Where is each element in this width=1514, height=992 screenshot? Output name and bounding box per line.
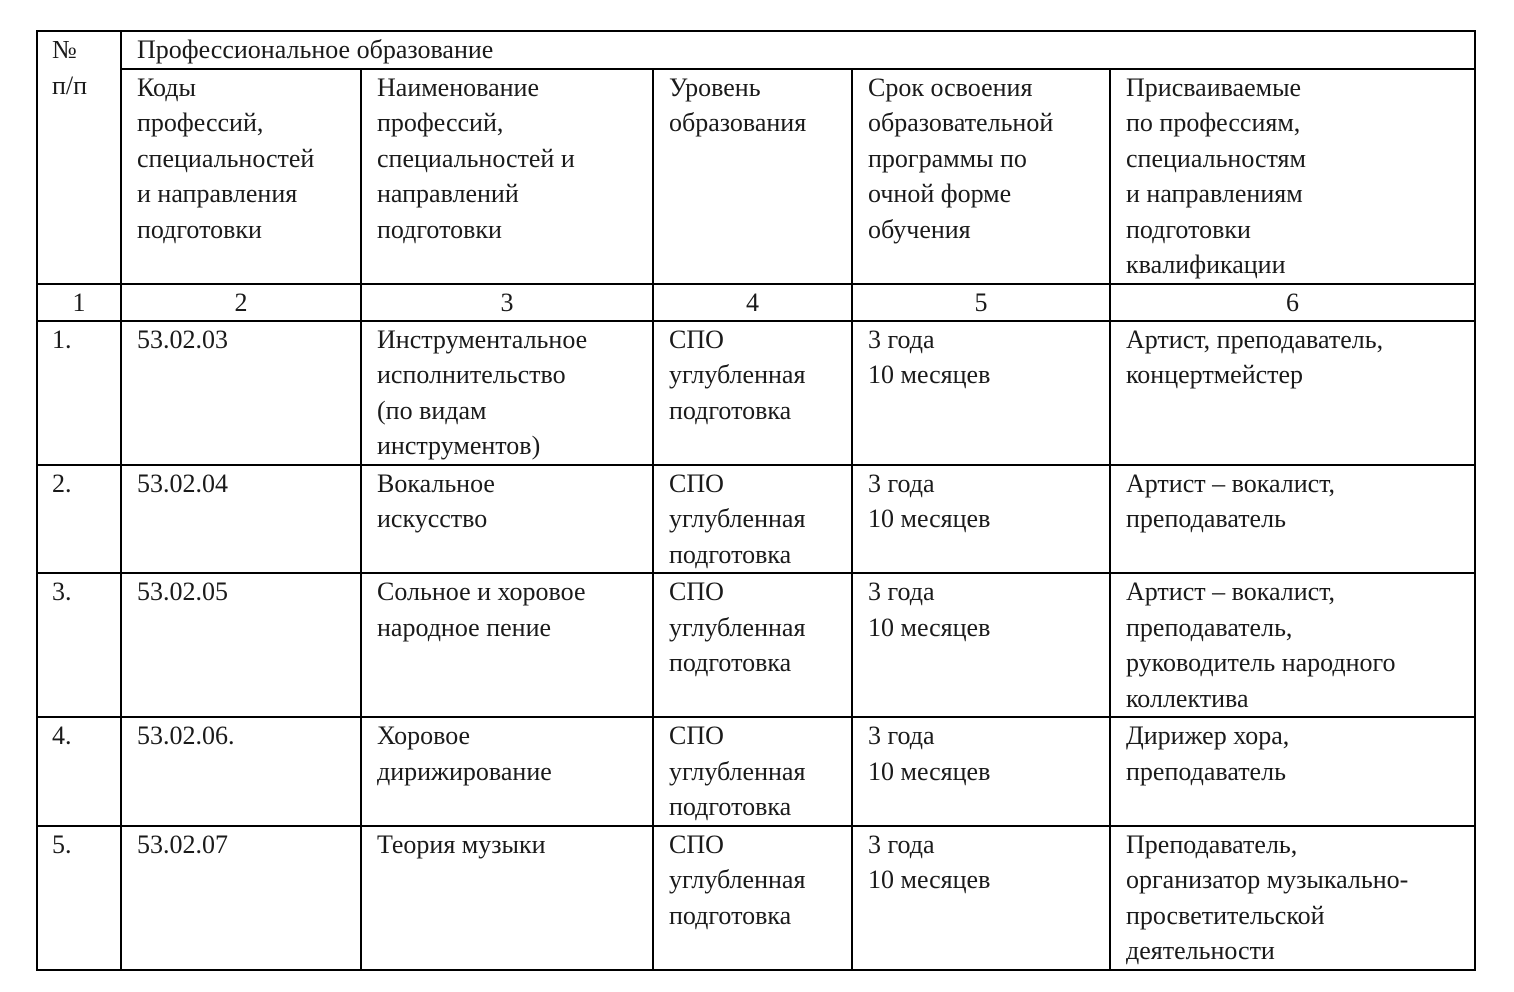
row-qualification: Артист, преподаватель, концертмейстер [1110,321,1475,465]
row-name: Сольное и хоровое народное пение [361,573,653,717]
row-number: 1. [37,321,121,465]
index-cell: 4 [653,284,852,321]
row-qualification: Преподаватель, организатор музыкально- просветительской деятельности [1110,826,1475,970]
index-cell: 1 [37,284,121,321]
index-cell: 2 [121,284,361,321]
row-code: 53.02.06. [121,717,361,826]
education-programs-table [36,30,1476,971]
row-term: 3 года 10 месяцев [852,717,1110,826]
row-level: СПО углубленная подготовка [653,465,852,574]
header-cell-term: Срок освоения образовательной программы по очной форме обучения [852,69,1110,284]
row-name: Теория музыки [361,826,653,970]
row-name: Инструментальное исполнительство (по видам инструментов) [361,321,653,465]
header-cell-codes: Коды профессий, специальностей и направления подготовки [121,69,361,284]
table-row [37,321,1475,465]
header-cell-number: № п/п [37,31,121,284]
table-row [37,717,1475,826]
row-term: 3 года 10 месяцев [852,573,1110,717]
row-term: 3 года 10 месяцев [852,826,1110,970]
row-qualification: Артист – вокалист, преподаватель, руководитель народного коллектива [1110,573,1475,717]
table-row [37,573,1475,717]
row-number: 4. [37,717,121,826]
row-code: 53.02.05 [121,573,361,717]
row-number: 3. [37,573,121,717]
row-number: 2. [37,465,121,574]
header-row-group [37,31,1475,69]
column-index-row [37,284,1475,321]
row-qualification: Артист – вокалист, преподаватель [1110,465,1475,574]
header-row-columns [37,69,1475,284]
row-level: СПО углубленная подготовка [653,321,852,465]
header-cell-qualification: Присваиваемые по профессиям, специальностям и направлениям подготовки квалификации [1110,69,1475,284]
row-qualification: Дирижер хора, преподаватель [1110,717,1475,826]
row-number: 5. [37,826,121,970]
row-code: 53.02.07 [121,826,361,970]
header-cell-names: Наименование профессий, специальностей и направлений подготовки [361,69,653,284]
header-cell-level: Уровень образования [653,69,852,284]
row-term: 3 года 10 месяцев [852,465,1110,574]
row-level: СПО углубленная подготовка [653,717,852,826]
row-code: 53.02.04 [121,465,361,574]
index-cell: 3 [361,284,653,321]
index-cell: 6 [1110,284,1475,321]
table-row [37,826,1475,970]
row-level: СПО углубленная подготовка [653,573,852,717]
index-cell: 5 [852,284,1110,321]
header-cell-professional-education: Профессиональное образование [121,31,1475,69]
row-name: Хоровое дирижирование [361,717,653,826]
row-term: 3 года 10 месяцев [852,321,1110,465]
row-code: 53.02.03 [121,321,361,465]
row-name: Вокальное искусство [361,465,653,574]
row-level: СПО углубленная подготовка [653,826,852,970]
table-row [37,465,1475,574]
